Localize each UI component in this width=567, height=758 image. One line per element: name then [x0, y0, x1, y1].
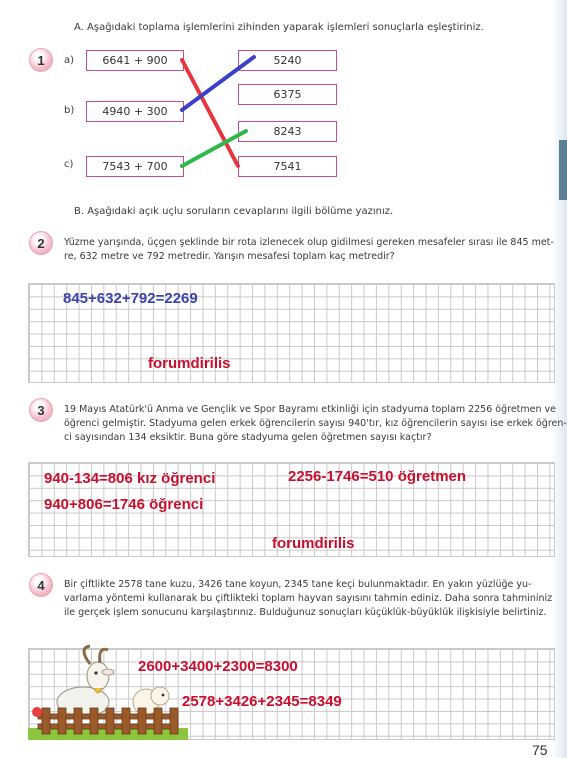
- q3-answer-1: 940-134=806 kız öğrenci: [44, 470, 216, 487]
- item-a-label: a): [64, 55, 75, 66]
- q2-text-line2: re, 632 metre ve 792 metredir. Yarışın mesafesi toplam kaç metredir?: [64, 251, 395, 262]
- result-box-3: 8243: [238, 121, 337, 142]
- question-4-badge: 4: [29, 573, 53, 597]
- matching-lines: [0, 0, 567, 200]
- q4-answer-1: 2600+3400+2300=8300: [138, 658, 298, 675]
- item-b-label: b): [64, 105, 75, 116]
- question-2-badge: 2: [29, 231, 53, 255]
- q3-answer-2: 940+806=1746 öğrenci: [44, 496, 204, 513]
- q3-watermark: forumdirilis: [272, 535, 355, 552]
- q3-text-line2: öğrenci gelmiştir. Stadyuma gelen erkek öğrencilerin sayısı 940'tır, kız öğrencilerin sayısı ise erkek öğren-: [64, 418, 567, 429]
- question-3-badge: 3: [29, 398, 53, 422]
- q2-answer: 845+632+792=2269: [63, 290, 198, 307]
- q4-text-line3: ile gerçek işlem sonucunu karşılaştırınız. Bulduğunuz sonuçları küçüklük-büyüklük ilişkisiyle belirtiniz.: [64, 607, 547, 618]
- section-a-instruction: A. Aşağıdaki toplama işlemlerini zihinden yaparak işlemleri sonuçlarla eşleştiriniz.: [74, 22, 484, 33]
- question-1-badge: 1: [29, 48, 53, 72]
- expr-box-c: 7543 + 700: [86, 156, 184, 177]
- expr-box-a: 6641 + 900: [86, 50, 184, 71]
- farm-illustration: [28, 640, 188, 740]
- section-b-instruction: B. Aşağıdaki açık uçlu soruların cevaplarını ilgili bölüme yazınız.: [74, 206, 394, 217]
- q2-text-line1: Yüzme yarışında, üçgen şeklinde bir rota izlenecek olup gidilmesi gereken mesafeler sırası ile 845 met-: [64, 237, 554, 248]
- q4-answer-2: 2578+3426+2345=8349: [182, 693, 342, 710]
- item-c-label: c): [64, 159, 74, 170]
- result-box-2: 6375: [238, 84, 337, 105]
- q3-text-line1: 19 Mayıs Atatürk'ü Anma ve Gençlik ve Spor Bayramı etkinliği için stadyuma toplam 2256 öğretmen ve: [64, 404, 557, 415]
- expr-box-b: 4940 + 300: [86, 101, 184, 122]
- q2-watermark: forumdirilis: [148, 355, 231, 372]
- result-box-1: 5240: [238, 50, 337, 71]
- result-box-4: 7541: [238, 156, 337, 177]
- q3-text-line3: ci sayısından 134 eksiktir. Buna göre stadyuma gelen öğretmen sayısı kaçtır?: [64, 432, 432, 443]
- flower-icon: [32, 707, 42, 717]
- q4-text-line2: varlama yöntemi kullanarak bu çiftlikteki toplam hayvan sayısını tahmin ediniz. Daha sonra tahmininiz: [64, 593, 553, 604]
- q4-text-line1: Bir çiftlikte 2578 tane kuzu, 3426 tane koyun, 2345 tane keçi bulunmaktadır. En yakın yüzlüğe yu-: [64, 579, 532, 590]
- page-number: 75: [532, 742, 548, 758]
- q3-answer-3: 2256-1746=510 öğretmen: [288, 468, 467, 485]
- fence-image: [38, 708, 178, 734]
